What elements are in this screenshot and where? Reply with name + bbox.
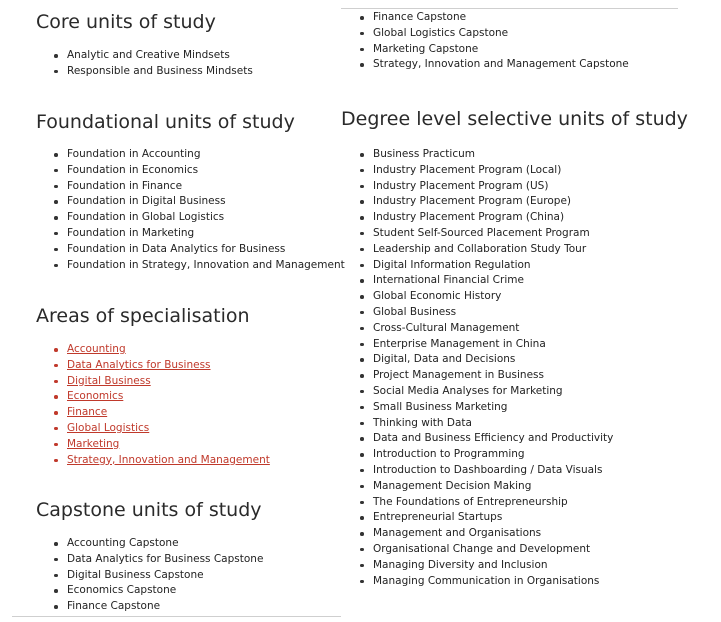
list-item: Foundation in Strategy, Innovation and Management	[54, 258, 345, 274]
list-item: Cross-Cultural Management	[360, 321, 613, 337]
list-item: Data and Business Efficiency and Productivity	[360, 431, 613, 447]
list-item: Industry Placement Program (Europe)	[360, 194, 613, 210]
list-item: Foundation in Economics	[54, 163, 345, 179]
specialisation-link-economics[interactable]	[54, 389, 270, 405]
list-item: Finance Capstone	[360, 10, 629, 26]
link-text[interactable]: Strategy, Innovation and Management	[67, 453, 270, 466]
link-text[interactable]: Digital Business	[67, 374, 151, 387]
list-item: Data Analytics for Business Capstone	[54, 552, 263, 568]
list-item: Project Management in Business	[360, 368, 613, 384]
selective-units-list	[360, 147, 613, 589]
list-item: Leadership and Collaboration Study Tour	[360, 242, 613, 258]
list-item: Foundation in Data Analytics for Business	[54, 242, 345, 258]
core-units-heading: Core units of study	[36, 11, 216, 33]
core-units-list	[54, 48, 253, 80]
list-item: Introduction to Programming	[360, 447, 613, 463]
link-text[interactable]: Data Analytics for Business	[67, 358, 211, 371]
list-item: Management Decision Making	[360, 479, 613, 495]
list-item: Thinking with Data	[360, 416, 613, 432]
list-item: Industry Placement Program (China)	[360, 210, 613, 226]
top-divider	[341, 8, 678, 9]
list-item: Finance Capstone	[54, 599, 263, 615]
specialisation-link-strategy[interactable]	[54, 453, 270, 469]
link-text[interactable]: Global Logistics	[67, 421, 150, 434]
specialisation-list	[54, 342, 270, 468]
specialisation-link-accounting[interactable]	[54, 342, 270, 358]
list-item: Global Economic History	[360, 289, 613, 305]
specialisation-link-data-analytics[interactable]	[54, 358, 270, 374]
list-item: Strategy, Innovation and Management Capstone	[360, 57, 629, 73]
list-item: Industry Placement Program (US)	[360, 179, 613, 195]
list-item: International Financial Crime	[360, 273, 613, 289]
list-item: Responsible and Business Mindsets	[54, 64, 253, 80]
list-item: Foundation in Accounting	[54, 147, 345, 163]
selective-units-heading: Degree level selective units of study	[341, 108, 688, 130]
list-item: Digital Information Regulation	[360, 258, 613, 274]
list-item: Global Logistics Capstone	[360, 26, 629, 42]
capstone-units-heading: Capstone units of study	[36, 499, 262, 521]
list-item: Foundation in Global Logistics	[54, 210, 345, 226]
list-item: Social Media Analyses for Marketing	[360, 384, 613, 400]
list-item: Analytic and Creative Mindsets	[54, 48, 253, 64]
link-text[interactable]: Accounting	[67, 343, 126, 355]
list-item: Industry Placement Program (Local)	[360, 163, 613, 179]
list-item: Marketing Capstone	[360, 42, 629, 58]
list-item: Small Business Marketing	[360, 400, 613, 416]
list-item: Organisational Change and Development	[360, 542, 613, 558]
list-item: Enterprise Management in China	[360, 337, 613, 353]
list-item: The Foundations of Entrepreneurship	[360, 495, 613, 511]
list-item: Digital, Data and Decisions	[360, 352, 613, 368]
link-text[interactable]: Economics	[67, 390, 124, 403]
list-item: Business Practicum	[360, 147, 613, 163]
specialisation-link-finance[interactable]	[54, 405, 270, 421]
list-item: Foundation in Digital Business	[54, 194, 345, 210]
link-text[interactable]: Finance	[67, 406, 108, 419]
capstone-continued-list	[360, 10, 629, 73]
list-item: Economics Capstone	[54, 583, 263, 599]
bottom-divider	[12, 616, 341, 617]
specialisation-link-global-logistics[interactable]	[54, 421, 270, 437]
list-item: Foundation in Finance	[54, 179, 345, 195]
list-item: Management and Organisations	[360, 526, 613, 542]
specialisation-heading: Areas of specialisation	[36, 305, 250, 327]
list-item: Foundation in Marketing	[54, 226, 345, 242]
capstone-units-list	[54, 536, 263, 615]
link-text[interactable]: Marketing	[67, 437, 120, 450]
list-item: Managing Communication in Organisations	[360, 574, 613, 590]
list-item: Global Business	[360, 305, 613, 321]
foundational-units-list	[54, 147, 345, 273]
specialisation-link-digital-business[interactable]	[54, 374, 270, 390]
foundational-units-heading: Foundational units of study	[36, 111, 295, 133]
list-item: Managing Diversity and Inclusion	[360, 558, 613, 574]
list-item: Introduction to Dashboarding / Data Visuals	[360, 463, 613, 479]
list-item: Entrepreneurial Startups	[360, 510, 613, 526]
list-item: Digital Business Capstone	[54, 568, 263, 584]
list-item: Student Self-Sourced Placement Program	[360, 226, 613, 242]
specialisation-link-marketing[interactable]	[54, 437, 270, 453]
list-item: Accounting Capstone	[54, 536, 263, 552]
